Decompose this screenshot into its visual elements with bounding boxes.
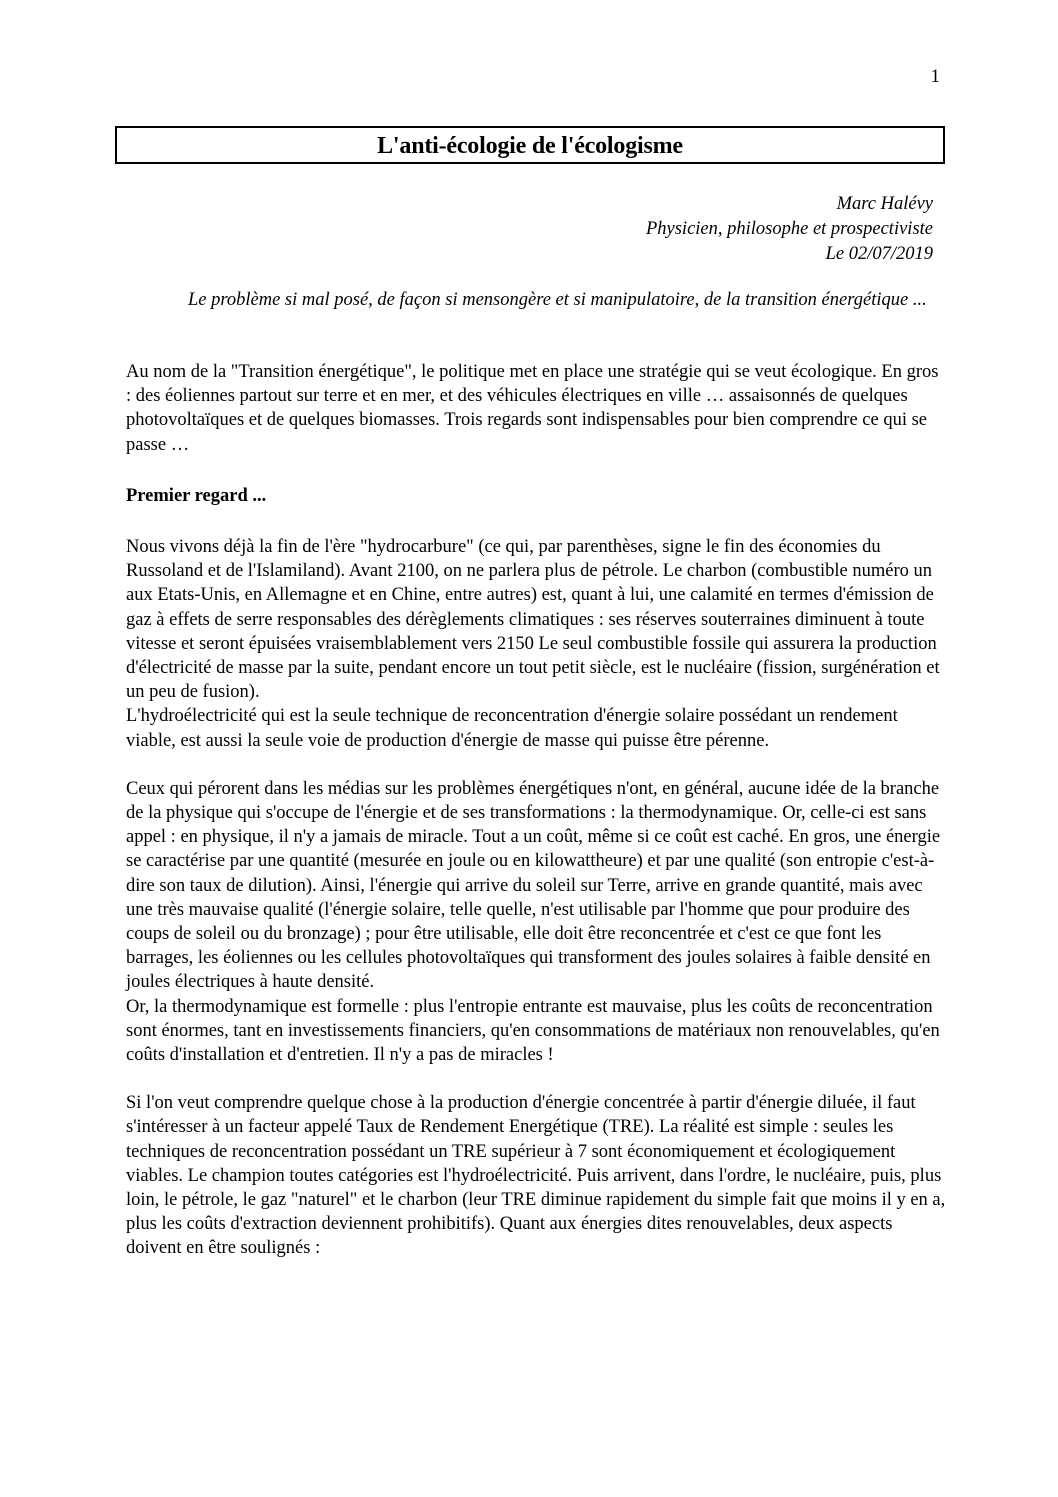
intro-paragraph bbox=[126, 360, 946, 457]
title-box bbox=[115, 126, 945, 164]
author-name: Marc Halévy bbox=[836, 194, 933, 214]
page-number: 1 bbox=[930, 66, 940, 87]
publication-date: Le 02/07/2019 bbox=[825, 244, 933, 264]
paragraph: Si l'on veut comprendre quelque chose à la production d'énergie concentrée à partir d'énergie diluée, il faut s'intéresser à un facteur appelé Taux de Rendement Energétique (TRE). La réalité est simple : seules les techniques de reconcentration possédant un TRE supérieur à 7 sont économiquement et écologiquement viables. Le champion toutes catégories est l'hydroélectricité. Puis arrivent, dans l'ordre, le nucléaire, puis, plus loin, le pétrole, le gaz "naturel" et le charbon (leur TRE diminue rapidement du simple fait que moins il y en a, plus les coûts d'extraction deviennent prohibitifs). Quant aux énergies dites renouvelables, deux aspects doivent en être soulignés : bbox=[126, 1093, 946, 1259]
byline bbox=[646, 192, 933, 267]
paragraph: Nous vivons déjà la fin de l'ère "hydrocarbure" (ce qui, par parenthèses, signe le fin des économies du Russoland et de l'Islamiland). Avant 2100, on ne parlera plus de pétrole. Le charbon (combustible numéro un aux Etats-Unis, en Allemagne et en Chine, entre autres) est, quant à lui, une calamité en termes d'émission de gaz à effets de serre responsables des dérèglements climatiques : ses réserves souterraines diminuent à toute vitesse et seront épuisées vraisemblablement vers 2150 Le seul combustible fossile qui assurera la production d'électricité de masse par la suite, pendant encore un tout petit siècle, est le nucléaire (fission, surgénération et un peu de fusion). bbox=[126, 537, 940, 703]
document-title: L'anti-écologie de l'écologisme bbox=[377, 133, 683, 159]
paragraph: L'hydroélectricité qui est la seule technique de reconcentration d'énergie solaire possédant un rendement viable, est aussi la seule voie de production d'énergie de masse qui puisse être pérenne. bbox=[126, 706, 898, 751]
paragraph: Or, la thermodynamique est formelle : plus l'entropie entrante est mauvaise, plus les coûts de reconcentration sont énormes, tant en investissements financiers, qu'en consommations de matériaux non renouvelables, qu'en coûts d'installation et d'entretien. Il n'y a pas de miracles ! bbox=[126, 996, 940, 1066]
abstract: Le problème si mal posé, de façon si mensongère et si manipulatoire, de la transition énergétique ... bbox=[188, 290, 927, 310]
section-paragraphs bbox=[126, 535, 946, 1261]
paragraph: Ceux qui pérorent dans les médias sur les problèmes énergétiques n'ont, en général, aucune idée de la branche de la physique qui s'occupe de l'énergie et de ses transformations : la thermodynamique. Or, celle-ci est sans appel : en physique, il n'y a jamais de miracle. Tout a un coût, même si ce coût est caché. En gros, une énergie se caractérise par une quantité (mesurée en joule ou en kilowattheure) et par une qualité (son entropie c'est-à-dire son taux de dilution). Ainsi, l'énergie qui arrive du soleil sur Terre, arrive en grande quantité, mais avec une très mauvaise qualité (l'énergie solaire, telle quelle, n'est utilisable par l'homme que pour produire des coups de soleil ou du bronzage) ; pour être utilisable, elle doit être reconcentrée et c'est ce que font les barrages, les éoliennes ou les cellules photovoltaïques qui transforment des joules solaires à faible densité en joules électriques à haute densité. bbox=[126, 778, 941, 993]
author-role: Physicien, philosophe et prospectiviste bbox=[645, 219, 933, 239]
section-heading: Premier regard ... bbox=[126, 486, 267, 506]
paragraph: Au nom de la "Transition énergétique", le politique met en place une stratégie qui se veut écologique. En gros : des éoliennes partout sur terre et en mer, et des véhicules électriques en ville … assaisonnés de quelques photovoltaïques et de quelques biomasses. Trois regards sont indispensables pour bien comprendre ce qui se passe … bbox=[126, 362, 939, 455]
